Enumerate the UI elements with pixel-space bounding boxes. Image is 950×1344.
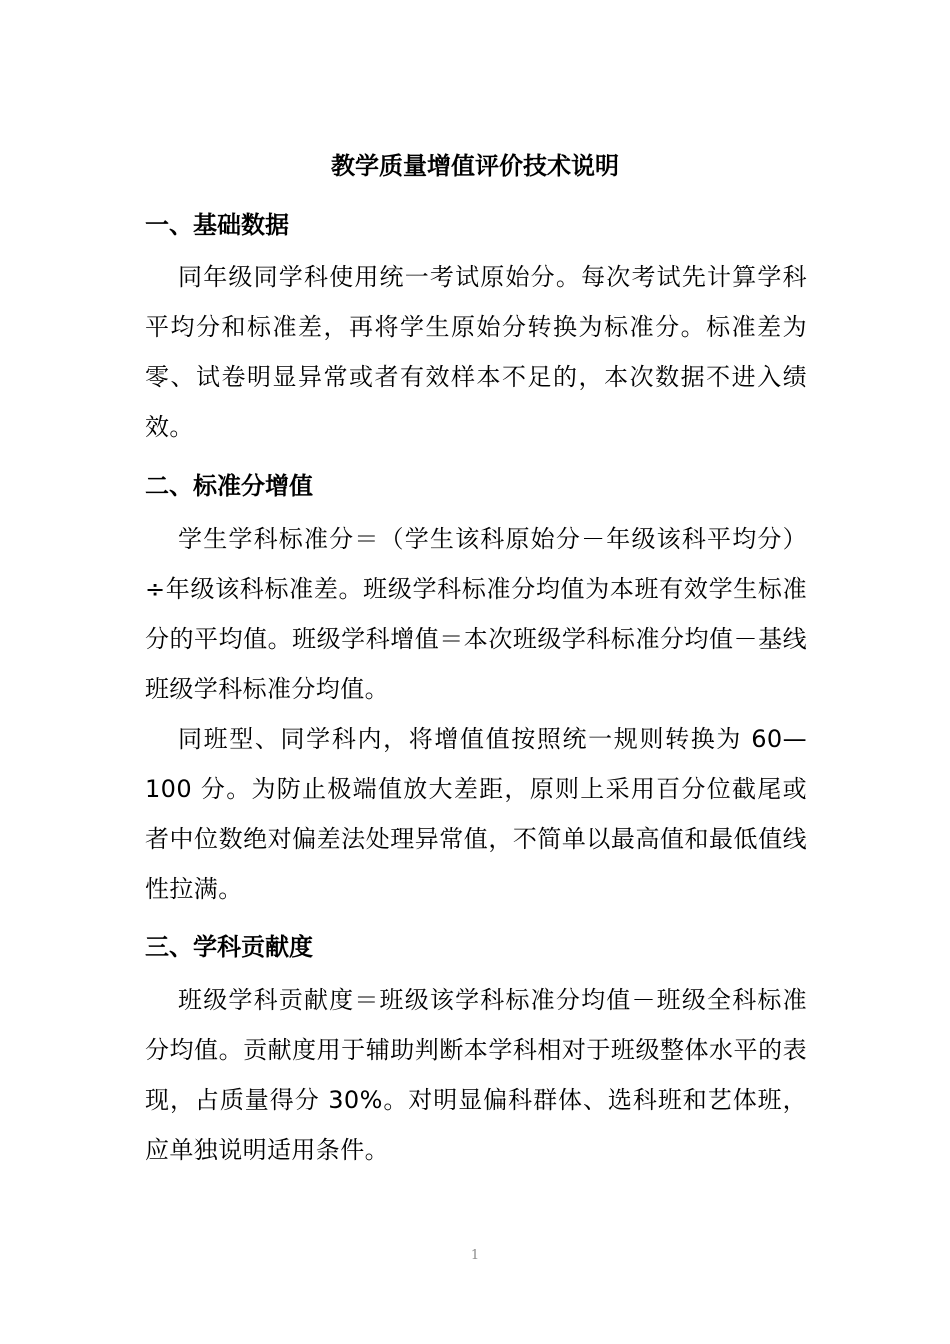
section-heading-basic-data: 一、基础数据	[145, 211, 289, 239]
paragraph-basic-data: 同年级同学科使用统一考试原始分。每次考试先计算学科平均分和标准差，再将学生原始分转换为标准分。标准差为零、试卷明显异常或者有效样本不足的，本次数据不进入绩效。	[145, 263, 807, 441]
paragraph-standard-score-formula: 学生学科标准分＝（学生该科原始分－年级该科平均分）÷年级该科标准差。班级学科标准分均值为本班有效学生标准分的平均值。班级学科增值＝本次班级学科标准分均值－基线班级学科标准分均值。	[145, 525, 807, 703]
section-heading-subject-contribution: 三、学科贡献度	[145, 933, 313, 961]
page-number: 1	[470, 1248, 480, 1263]
section-heading-standard-score-gain: 二、标准分增值	[145, 472, 313, 500]
paragraph-subject-contribution: 班级学科贡献度＝班级该学科标准分均值－班级全科标准分均值。贡献度用于辅助判断本学科相对于班级整体水平的表现，占质量得分 30%。对明显偏科群体、选科班和艺体班，应单独说明适用条件。	[145, 986, 807, 1164]
document-title: 教学质量增值评价技术说明	[331, 152, 619, 180]
paragraph-score-conversion: 同班型、同学科内，将增值值按照统一规则转换为 60—100 分。为防止极端值放大差距，原则上采用百分位截尾或者中位数绝对偏差法处理异常值，不简单以最高值和最低值线性拉满。	[145, 725, 807, 903]
